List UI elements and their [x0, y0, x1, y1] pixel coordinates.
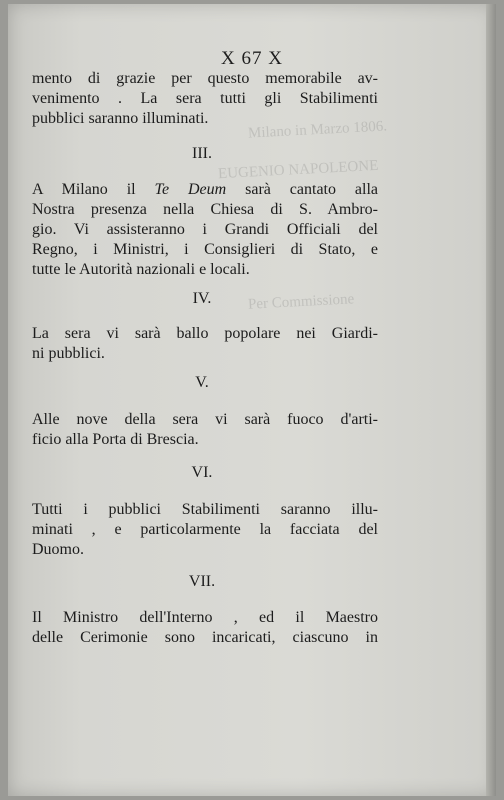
text-line: Duomo. — [32, 541, 84, 558]
section-heading: V. — [195, 374, 209, 391]
text-line: pubblici saranno illuminati. — [32, 110, 209, 127]
section-heading: VI. — [191, 464, 213, 481]
section-heading: VII. — [188, 573, 216, 590]
text-line: delle Cerimonie sono incaricati, ciascuno in — [32, 629, 378, 646]
bleed-through-text: Milano in Marzo 1806. — [247, 118, 388, 142]
text-line: La sera vi sarà ballo popolare nei Giardi- — [32, 325, 378, 342]
book-page — [8, 4, 496, 796]
text-line: tutte le Autorità nazionali e locali. — [32, 261, 250, 278]
page-number: X 67 X — [221, 48, 283, 69]
page-edge — [486, 4, 496, 796]
text-line: Tutti i pubblici Stabilimenti saranno illu- — [32, 501, 378, 518]
text-line: Regno, i Ministri, i Consiglieri di Stato, e — [32, 241, 378, 258]
text-line: Alle nove della sera vi sarà fuoco d'arti- — [32, 411, 378, 428]
text-line: ficio alla Porta di Brescia. — [32, 431, 199, 448]
text-line: Nostra presenza nella Chiesa di S. Ambro- — [32, 201, 378, 218]
text-line: Il Ministro dell'Interno , ed il Maestro — [32, 609, 378, 626]
text-line: ni pubblici. — [32, 345, 105, 362]
text-line: minati , e particolarmente la facciata del — [32, 521, 378, 538]
bleed-through-text: Per Commissione — [247, 291, 355, 313]
bleed-through-text: EUGENIO NAPOLEONE — [217, 157, 379, 183]
text-line: mento di grazie per questo memorabile av- — [32, 70, 378, 87]
section-heading: III. — [192, 145, 212, 162]
text-line: gio. Vi assisteranno i Grandi Officiali del — [32, 221, 378, 238]
section-heading: IV. — [192, 290, 212, 307]
text-line: venimento . La sera tutti gli Stabilimenti — [32, 90, 378, 107]
text-line: A Milano il Te Deum sarà cantato alla — [32, 181, 379, 198]
